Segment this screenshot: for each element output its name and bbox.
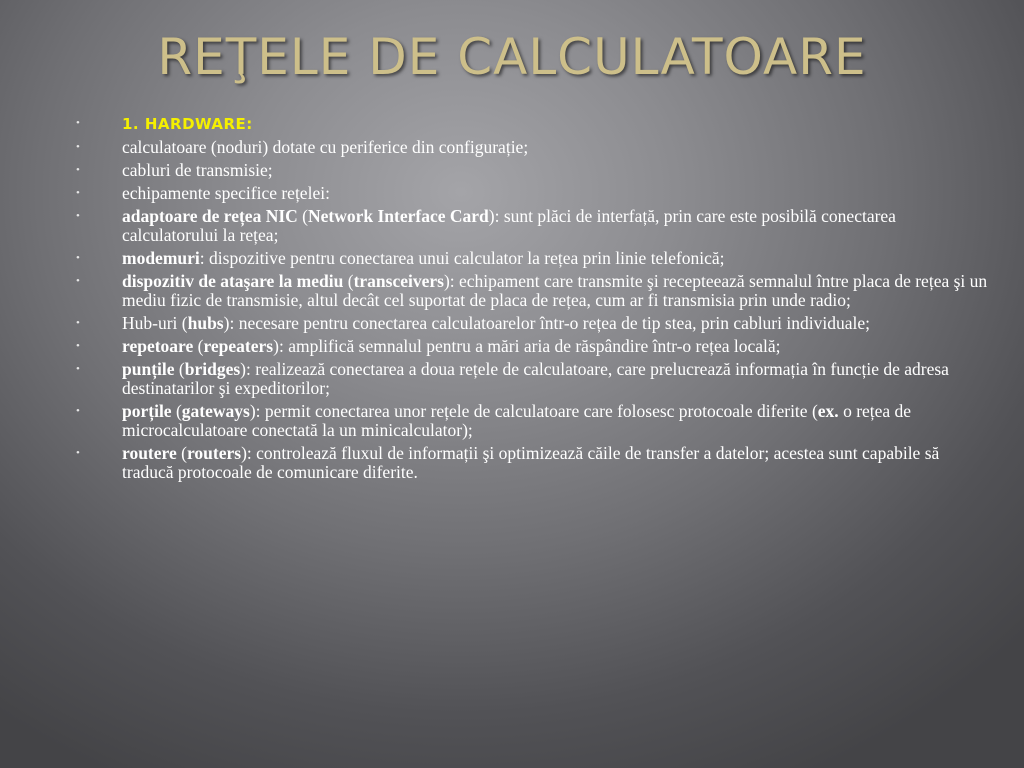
bullet-text: ( — [193, 336, 204, 356]
bold-term: gateways — [181, 401, 250, 421]
bold-term: porțile — [122, 401, 172, 421]
bold-term: ex. — [817, 401, 839, 421]
bullet-text: ): necesare pentru conectarea calculatoarelor într-o rețea de tip stea, prin cabluri individuale; — [223, 313, 870, 333]
slide-title: REŢELE DE CALCULATOARE — [157, 28, 867, 86]
bold-term: dispozitiv de ataşare la mediu — [122, 271, 344, 291]
bullet-list — [122, 114, 992, 486]
bullet-text: ): amplifică semnalul pentru a mări aria de răspândire într-o rețea locală; — [273, 336, 781, 356]
bold-term: repetoare — [122, 336, 194, 356]
bullet-item — [122, 444, 992, 482]
bullet-item — [122, 138, 992, 157]
bullet-text: ( — [174, 359, 185, 379]
bold-term: Network Interface Card — [308, 206, 489, 226]
bullet-text: calculatoare (noduri) dotate cu periferice din configurație; — [122, 137, 529, 157]
bullet-item — [122, 207, 992, 245]
bullet-text: ): sunt plăci de interfață, prin care este posibilă conectarea calculatorului la rețea; — [122, 206, 896, 245]
bullet-text: ( — [171, 401, 182, 421]
bullet-item — [122, 249, 992, 268]
bullet-text: ): permit conectarea unor rețele de calculatoare care folosesc protocoale diferite ( — [249, 401, 818, 421]
bold-term: adaptoare de rețea NIC — [122, 206, 298, 226]
bullet-text: ): controlează fluxul de informații şi optimizează căile de transfer a datelor; acestea sunt capabile să traducă protocoale de comunicare diferite. — [122, 443, 940, 482]
section-heading: 1. HARDWARE: — [122, 115, 253, 133]
bullet-item — [122, 337, 992, 356]
bullet-item — [122, 314, 992, 333]
bullet-text: Hub-uri ( — [122, 313, 188, 333]
bold-term: bridges — [184, 359, 241, 379]
bullet-text: : dispozitive pentru conectarea unui calculator la rețea prin linie telefonică; — [199, 248, 725, 268]
bullet-text: ( — [343, 271, 354, 291]
bullet-text: ): realizează conectarea a doua rețele de calculatoare, care prelucrează informația în funcție de adresa destinatarilor şi expeditorilor; — [122, 359, 949, 398]
bullet-item — [122, 184, 992, 203]
bullet-item — [122, 360, 992, 398]
bullet-heading — [122, 114, 992, 134]
bullet-item — [122, 402, 992, 440]
bullet-text: ( — [297, 206, 308, 226]
bullet-text: o rețea de microcalculatoare conectată la un minicalculator); — [122, 401, 912, 440]
bullet-text: cabluri de transmisie; — [122, 160, 273, 180]
bullet-text: echipamente specifice rețelei: — [122, 183, 330, 203]
bold-term: transceivers — [353, 271, 444, 291]
bold-term: punțile — [122, 359, 175, 379]
bold-term: modemuri — [122, 248, 200, 268]
bullet-text: ( — [176, 443, 187, 463]
bold-term: routere — [122, 443, 177, 463]
bold-term: repeaters — [203, 336, 274, 356]
bullet-text: ): echipament care transmite şi recepteează semnalul între placa de rețea şi un mediu fizic de transmisie, altul decât cel suportat de placa de rețea, cum ar fi transmisia prin unde radio; — [122, 271, 988, 310]
bullet-item — [122, 272, 992, 310]
bold-term: hubs — [187, 313, 224, 333]
bullet-item — [122, 161, 992, 180]
bold-term: routers — [186, 443, 242, 463]
